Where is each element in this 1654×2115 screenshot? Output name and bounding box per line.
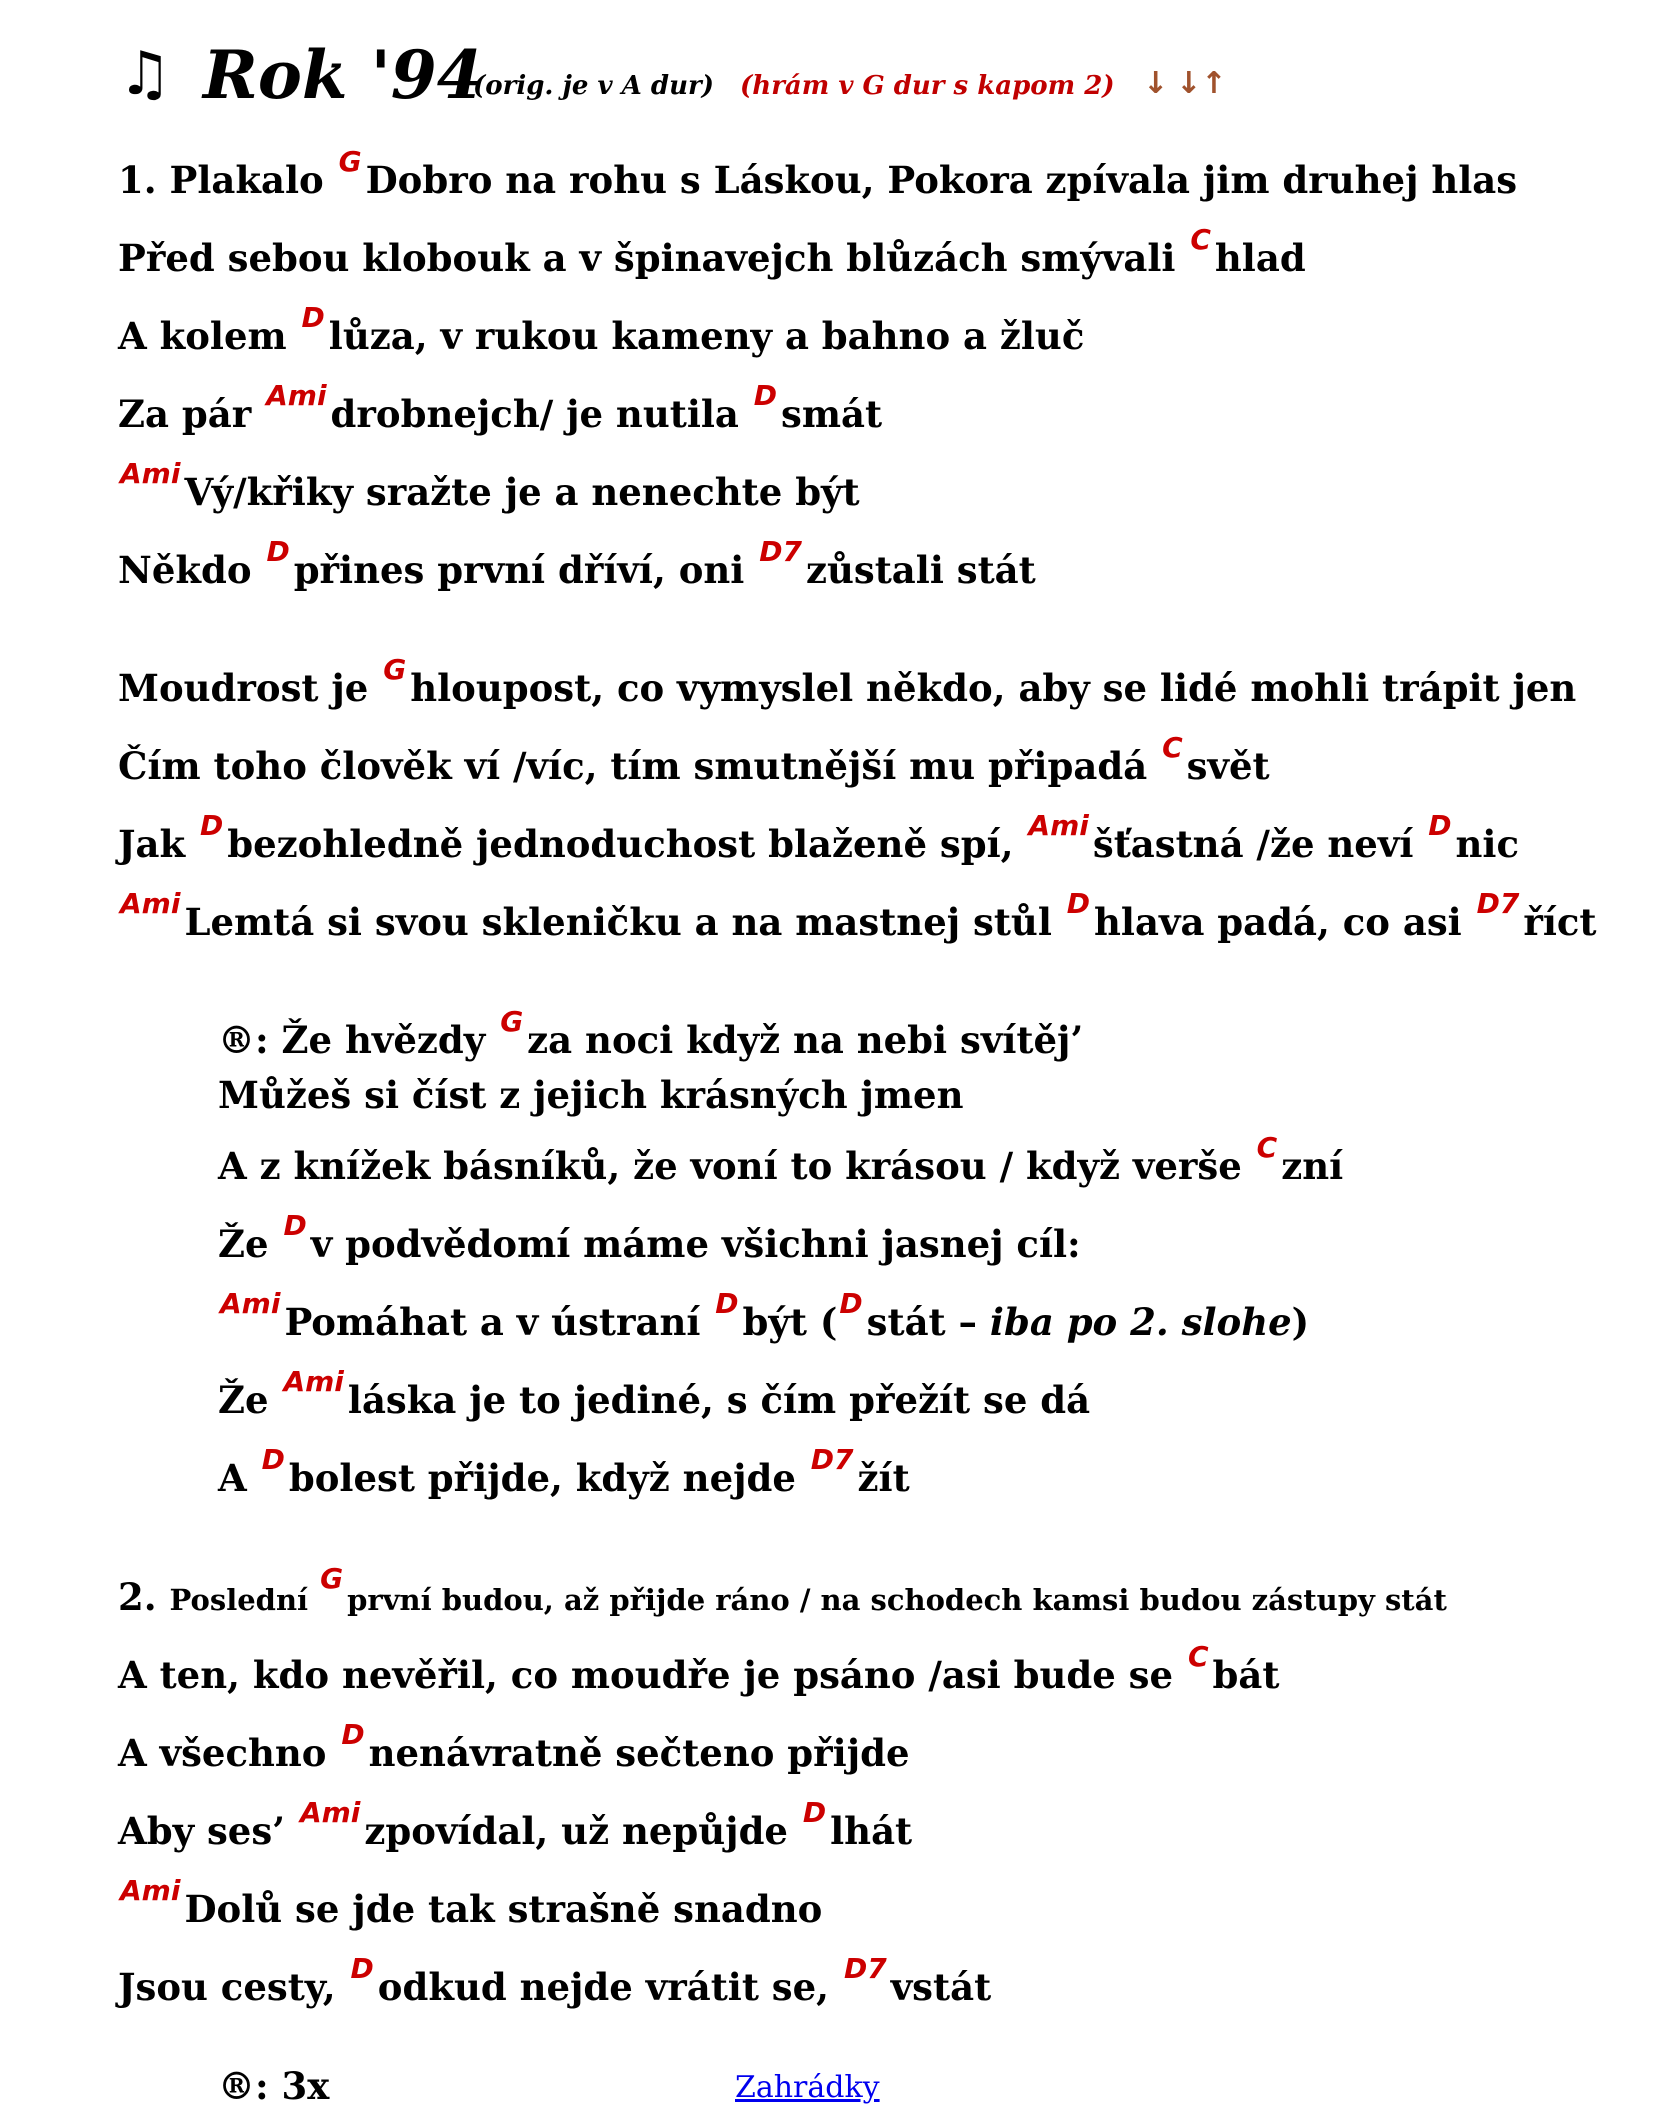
performance-note: iba po 2. slohe (989, 1300, 1292, 1344)
original-key-note: (orig. je v A dur) (473, 71, 714, 101)
lyric-text: Můžeš si číst z jejich krásných jmen (218, 1073, 964, 1117)
lyric-text: stát – (866, 1300, 990, 1344)
lyric-text: Dobro na rohu s Láskou, Pokora zpívala jim druhej hlas (365, 158, 1518, 202)
refrain-line (218, 1443, 910, 1502)
lyric-line (118, 1874, 823, 1933)
lyric-line (118, 653, 1577, 712)
lyric-text: Že (218, 1378, 282, 1422)
lyric-line (118, 731, 1270, 790)
chord-label: C (1162, 731, 1183, 764)
lyric-text: Pomáhat a v ústraní (284, 1300, 714, 1344)
chord-label: D7 (759, 535, 802, 568)
chord-label: Ami (1028, 809, 1089, 842)
lyric-text: A všechno (118, 1731, 340, 1775)
verse-number: 2. (118, 1575, 170, 1619)
chord-label: D (350, 1952, 374, 1985)
lyric-line (118, 379, 883, 438)
capo-note: (hrám v G dur s kapom 2) (740, 71, 1115, 101)
refrain-repeat (218, 2066, 329, 2106)
chord-label: C (1187, 1640, 1209, 1673)
chord-label: G (383, 653, 407, 686)
chord-label: G (320, 1562, 344, 1595)
chord-label: D (261, 1443, 285, 1476)
lyric-line (118, 223, 1306, 282)
lyric-text: Lemtá si svou skleničku a na mastnej stůl (184, 900, 1065, 944)
chord-label: D (283, 1209, 307, 1242)
lyric-text: Že (218, 1222, 282, 1266)
chord-label: D7 (843, 1952, 887, 1985)
zahradky-link[interactable]: Zahrádky (735, 2070, 880, 2105)
chord-label: G (338, 145, 362, 178)
lyric-text: hloupost, co vymyslel někdo, aby se lidé mohli trápit jen (410, 666, 1577, 710)
lyric-text: říct (1523, 900, 1597, 944)
transpose-controls (1143, 66, 1234, 101)
lyric-line (118, 887, 1597, 946)
lyric-line (118, 1796, 913, 1855)
lyric-text: ®: Že hvězdy (218, 1018, 499, 1062)
chord-label: Ami (120, 1874, 181, 1907)
lyric-text: ®: 3x (218, 2064, 330, 2108)
lyric-text: bezohledně jednoduchost blaženě spí, (227, 822, 1027, 866)
lyric-line (118, 809, 1520, 868)
lyric-text: Poslední (169, 1583, 319, 1617)
lyric-text: odkud nejde vrátit se, (377, 1965, 842, 2009)
chord-label: D (266, 535, 290, 568)
lyric-text: A ten, kdo nevěřil, co moudře je psáno /asi bude se (118, 1653, 1186, 1697)
lyric-text: A (218, 1456, 260, 1500)
transpose-swap-icon[interactable]: ↓↑ (1176, 66, 1227, 101)
lyric-text: být ( (742, 1300, 838, 1344)
lyric-text: zní (1281, 1144, 1344, 1188)
lyric-text: Čím toho člověk ví /víc, tím smutnější mu připadá (118, 744, 1161, 788)
lyric-text: nenávratně sečteno přijde (368, 1731, 910, 1775)
lyric-text: bolest přijde, když nejde (288, 1456, 809, 1500)
refrain-line (218, 1365, 1091, 1424)
chord-label: D (200, 809, 224, 842)
chord-label: D (715, 1287, 739, 1320)
chord-label: G (500, 1005, 524, 1038)
lyric-text: žít (857, 1456, 910, 1500)
lyric-line (118, 535, 1036, 594)
lyric-text: Za pár (118, 392, 265, 436)
refrain-line (218, 1005, 1084, 1064)
chord-label: D (753, 379, 778, 412)
lyric-text: A kolem (118, 314, 300, 358)
chord-label: D (839, 1287, 863, 1320)
refrain-line (218, 1287, 1310, 1346)
lyric-text: lhát (830, 1809, 913, 1853)
lyric-text: hlad (1214, 236, 1306, 280)
lyric-text: nic (1455, 822, 1520, 866)
chord-label: C (1256, 1131, 1278, 1164)
transpose-down-icon[interactable]: ↓ (1143, 66, 1169, 101)
chord-label: D (1428, 809, 1452, 842)
lyric-text: vstát (890, 1965, 992, 2009)
lyric-text: Před sebou klobouk a v špinavejch blůzách smývali (118, 236, 1189, 280)
lyric-line (118, 1640, 1280, 1699)
chord-label: Ami (266, 379, 327, 412)
song-title: Rok '94 (203, 36, 483, 114)
chord-label: D (1066, 887, 1091, 920)
refrain-line (218, 1209, 1081, 1268)
chord-label: D7 (1476, 887, 1520, 920)
lyric-text: první budou, až přijde ráno / na schodech kamsi budou zástupy stát (347, 1583, 1447, 1617)
chord-label: D7 (810, 1443, 854, 1476)
lyric-text: zůstali stát (805, 548, 1036, 592)
lyric-text: za noci když na nebi svítěj’ (527, 1018, 1084, 1062)
lyric-text: v podvědomí máme všichni jasnej cíl: (310, 1222, 1081, 1266)
lyric-text: Někdo (118, 548, 265, 592)
refrain-line (218, 1131, 1344, 1190)
lyric-text: Jsou cesty, (118, 1965, 349, 2009)
chord-label: Ami (220, 1287, 281, 1320)
lyric-text: 1. Plakalo (118, 158, 337, 202)
lyric-text: Dolů se jde tak strašně snadno (184, 1887, 823, 1931)
lyric-text: láska je to jediné, s čím přežít se dá (347, 1378, 1091, 1422)
lyric-text: přines první dříví, oni (293, 548, 758, 592)
chord-label: D (341, 1718, 365, 1751)
lyric-line (118, 301, 1085, 360)
lyric-text: Jak (118, 822, 198, 866)
lyric-text: Vý/křiky sražte je a nenechte být (184, 470, 860, 514)
refrain-line (218, 1075, 963, 1115)
lyric-text: šťastná /že neví (1092, 822, 1427, 866)
lyric-line (118, 1562, 1447, 1621)
chord-label: Ami (120, 457, 181, 490)
lyric-line (118, 145, 1518, 204)
lyric-text: A z knížek básníků, že voní to krásou / když verše (218, 1144, 1255, 1188)
chord-label: Ami (299, 1796, 361, 1829)
lyric-line (118, 1718, 910, 1777)
chord-label: Ami (283, 1365, 344, 1398)
lyric-text: lůza, v rukou kameny a bahno a žluč (328, 314, 1085, 358)
lyric-text: smát (781, 392, 883, 436)
lyric-text: bát (1212, 1653, 1280, 1697)
lyric-line (118, 457, 860, 516)
lyric-text: drobnejch/ je nutila (330, 392, 752, 436)
lyric-text: hlava padá, co asi (1094, 900, 1475, 944)
chord-label: D (802, 1796, 827, 1829)
lyric-text: svět (1186, 744, 1270, 788)
lyric-text: Moudrost je (118, 666, 382, 710)
music-note-icon: ♫ (118, 39, 172, 109)
chord-label: Ami (120, 887, 181, 920)
chord-label: C (1190, 223, 1211, 256)
lyric-text: Aby ses’ (118, 1809, 298, 1853)
chord-label: D (301, 301, 325, 334)
lyric-text: zpovídal, už nepůjde (364, 1809, 801, 1853)
lyric-text: ) (1291, 1300, 1310, 1344)
lyric-line (118, 1952, 992, 2011)
